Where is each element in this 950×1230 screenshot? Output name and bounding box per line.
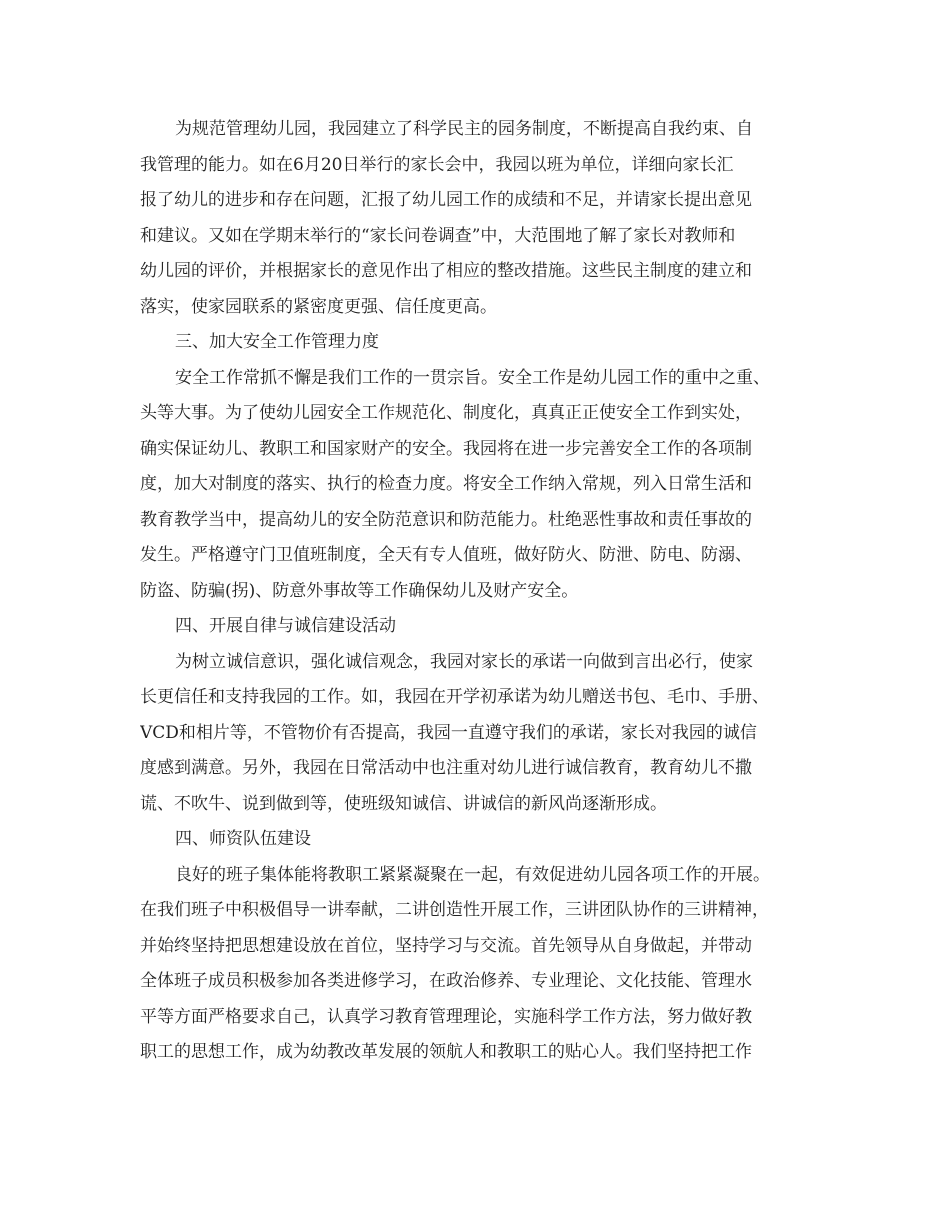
paragraph-line: 我管理的能力。如在6月20日举行的家长会中，我园以班为单位，详细向家长汇 xyxy=(140,154,734,175)
paragraph-line: 长更信任和支持我园的工作。如，我园在开学初承诺为幼儿赠送书包、毛巾、手册、 xyxy=(140,687,769,707)
paragraph-line: 职工的思想工作，成为幼教改革发展的领航人和教职工的贴心人。我们坚持把工作 xyxy=(140,1042,752,1062)
paragraph-line: 教育教学当中，提高幼儿的安全防范意识和防范能力。杜绝恶性事故和责任事故的 xyxy=(140,509,752,530)
paragraph-line: 平等方面严格要求自己，认真学习教育管理理论，实施科学工作方法，努力做好教 xyxy=(140,1006,752,1027)
paragraph-line: 为规范管理幼儿园，我园建立了科学民主的园务制度，不断提高自我约束、自 xyxy=(175,119,753,139)
section-heading: 四、开展自律与诚信建设活动 xyxy=(175,616,396,636)
paragraph-line: 为树立诚信意识，强化诚信观念，我园对家长的承诺一向做到言出必行，使家 xyxy=(175,651,753,672)
paragraph-line: 和建议。又如在学期末举行的“家长问卷调查”中，大范围地了解了家长对教师和 xyxy=(140,225,736,246)
paragraph-line: 头等大事。为了使幼儿园安全工作规范化、制度化，真真正正使安全工作到实处， xyxy=(140,403,752,423)
paragraph-line: 发生。严格遵守门卫值班制度，全天有专人值班，做好防火、防泄、防电、防溺、 xyxy=(140,545,752,565)
paragraph-line: 报了幼儿的进步和存在问题，汇报了幼儿园工作的成绩和不足，并请家长提出意见 xyxy=(140,190,752,210)
paragraph-line: 全体班子成员积极参加各类进修学习，在政治修养、专业理论、文化技能、管理水 xyxy=(140,971,752,991)
paragraph-line: 谎、不吹牛、说到做到等，使班级知诚信、讲诚信的新风尚逐渐形成。 xyxy=(140,793,667,814)
document-body xyxy=(140,112,820,1071)
paragraph-line: 安全工作常抓不懈是我们工作的一贯宗旨。安全工作是幼儿园工作的重中之重、 xyxy=(175,367,770,388)
paragraph-line: 并始终坚持把思想建设放在首位，坚持学习与交流。首先领导从自身做起，并带动 xyxy=(140,935,752,956)
paragraph-line: 度，加大对制度的落实、执行的检查力度。将安全工作纳入常规，列入日常生活和 xyxy=(140,474,752,494)
paragraph-line: 在我们班子中积极倡导一讲奉献，二讲创造性开展工作，三讲团队协作的三讲精神， xyxy=(140,900,769,920)
section-heading: 四、师资队伍建设 xyxy=(175,829,311,849)
paragraph-line: 度感到满意。另外，我园在日常活动中也注重对幼儿进行诚信教育，教育幼儿不撒 xyxy=(140,758,752,778)
paragraph-line: 确实保证幼儿、教职工和国家财产的安全。我园将在进一步完善安全工作的各项制 xyxy=(140,438,752,459)
paragraph-line: 良好的班子集体能将教职工紧紧凝聚在一起，有效促进幼儿园各项工作的开展。 xyxy=(175,864,770,885)
paragraph-line: VCD和相片等，不管物价有否提高，我园一直遵守我们的承诺，家长对我园的诚信 xyxy=(140,722,757,743)
paragraph-line: 落实，使家园联系的紧密度更强、信任度更高。 xyxy=(140,296,497,317)
section-heading: 三、加大安全工作管理力度 xyxy=(175,332,379,352)
paragraph-line: 幼儿园的评价，并根据家长的意见作出了相应的整改措施。这些民主制度的建立和 xyxy=(140,261,752,281)
paragraph-line: 防盗、防骗(拐)、防意外事故等工作确保幼儿及财产安全。 xyxy=(140,580,579,601)
